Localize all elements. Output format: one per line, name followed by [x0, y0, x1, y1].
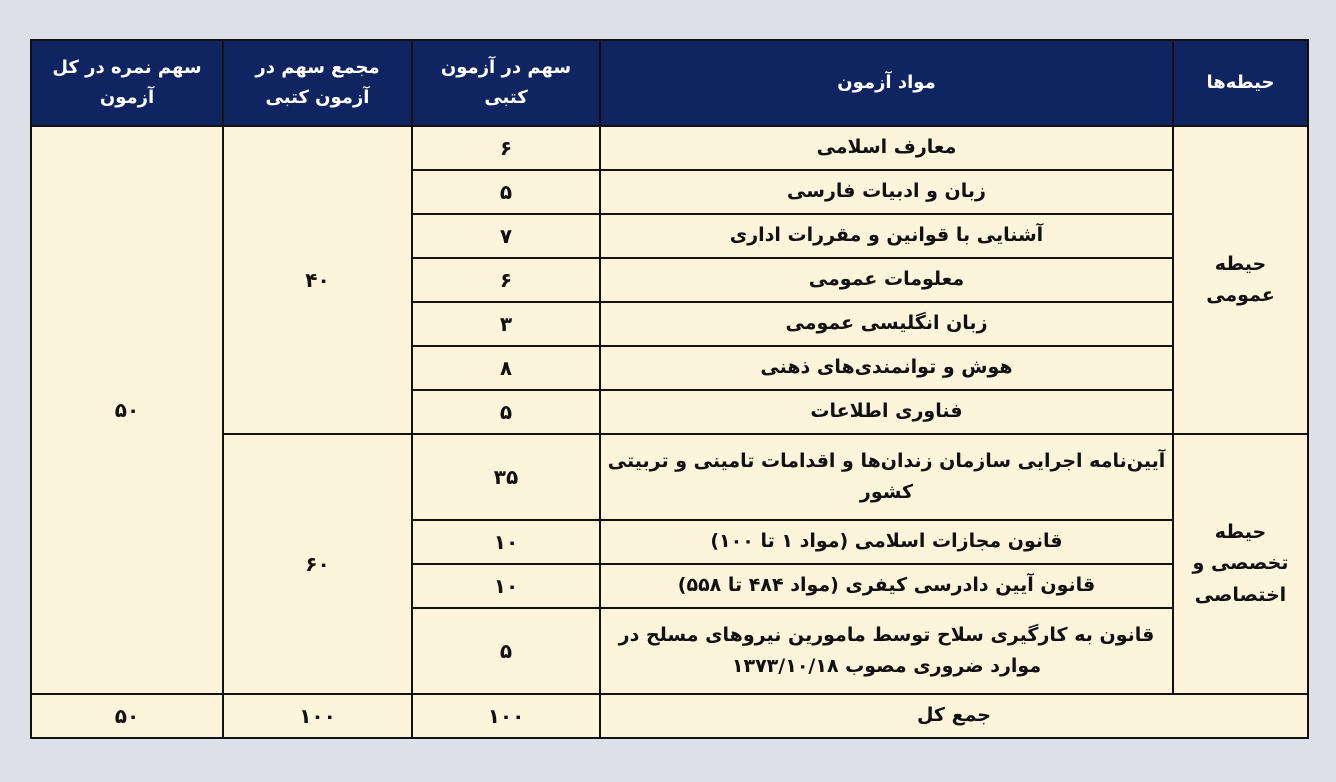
domain-general: حیطه عمومی	[1173, 126, 1308, 434]
table-row	[31, 434, 1308, 520]
share-cell: ۸	[412, 346, 600, 390]
subject-cell: قانون به کارگیری سلاح توسط مامورین نیروهای مسلح در موارد ضروری مصوب ۱۳۷۳/۱۰/۱۸	[600, 608, 1173, 694]
share-cell: ۶	[412, 258, 600, 302]
subject-cell: معلومات عمومی	[600, 258, 1173, 302]
share-cell: ۱۰	[412, 564, 600, 608]
table-row	[31, 126, 1308, 170]
share-cell: ۳	[412, 302, 600, 346]
exam-breakdown-table	[30, 39, 1309, 739]
share-cell: ۳۵	[412, 434, 600, 520]
sum-share-general: ۴۰	[223, 126, 412, 434]
header-row	[31, 40, 1308, 126]
footer-row	[31, 694, 1308, 738]
domain-specialized: حیطه تخصصی و اختصاصی	[1173, 434, 1308, 694]
subject-cell: زبان انگلیسی عمومی	[600, 302, 1173, 346]
subject-cell: قانون مجازات اسلامی (مواد ۱ تا ۱۰۰)	[600, 520, 1173, 564]
subject-cell: فناوری اطلاعات	[600, 390, 1173, 434]
share-cell: ۵	[412, 170, 600, 214]
share-cell: ۶	[412, 126, 600, 170]
header-domain: حیطه‌ها	[1173, 40, 1308, 126]
subject-cell: آیین‌نامه اجرایی سازمان زندان‌ها و اقدامات تامینی و تربیتی کشور	[600, 434, 1173, 520]
header-total-share: سهم نمره در کل آزمون	[31, 40, 223, 126]
share-cell: ۷	[412, 214, 600, 258]
footer-label: جمع کل	[600, 694, 1308, 738]
footer-sum-share: ۱۰۰	[223, 694, 412, 738]
header-share: سهم در آزمون کتبی	[412, 40, 600, 126]
share-cell: ۵	[412, 390, 600, 434]
share-cell: ۵	[412, 608, 600, 694]
subject-cell: آشنایی با قوانین و مقررات اداری	[600, 214, 1173, 258]
sum-share-specialized: ۶۰	[223, 434, 412, 694]
subject-cell: زبان و ادبیات فارسی	[600, 170, 1173, 214]
header-subject: مواد آزمون	[600, 40, 1173, 126]
footer-total-share: ۵۰	[31, 694, 223, 738]
subject-cell: قانون آیین دادرسی کیفری (مواد ۴۸۴ تا ۵۵۸)	[600, 564, 1173, 608]
share-cell: ۱۰	[412, 520, 600, 564]
subject-cell: هوش و توانمندی‌های ذهنی	[600, 346, 1173, 390]
header-sum-share: مجمع سهم در آزمون کتبی	[223, 40, 412, 126]
footer-share: ۱۰۰	[412, 694, 600, 738]
subject-cell: معارف اسلامی	[600, 126, 1173, 170]
total-share-cell: ۵۰	[31, 126, 223, 694]
